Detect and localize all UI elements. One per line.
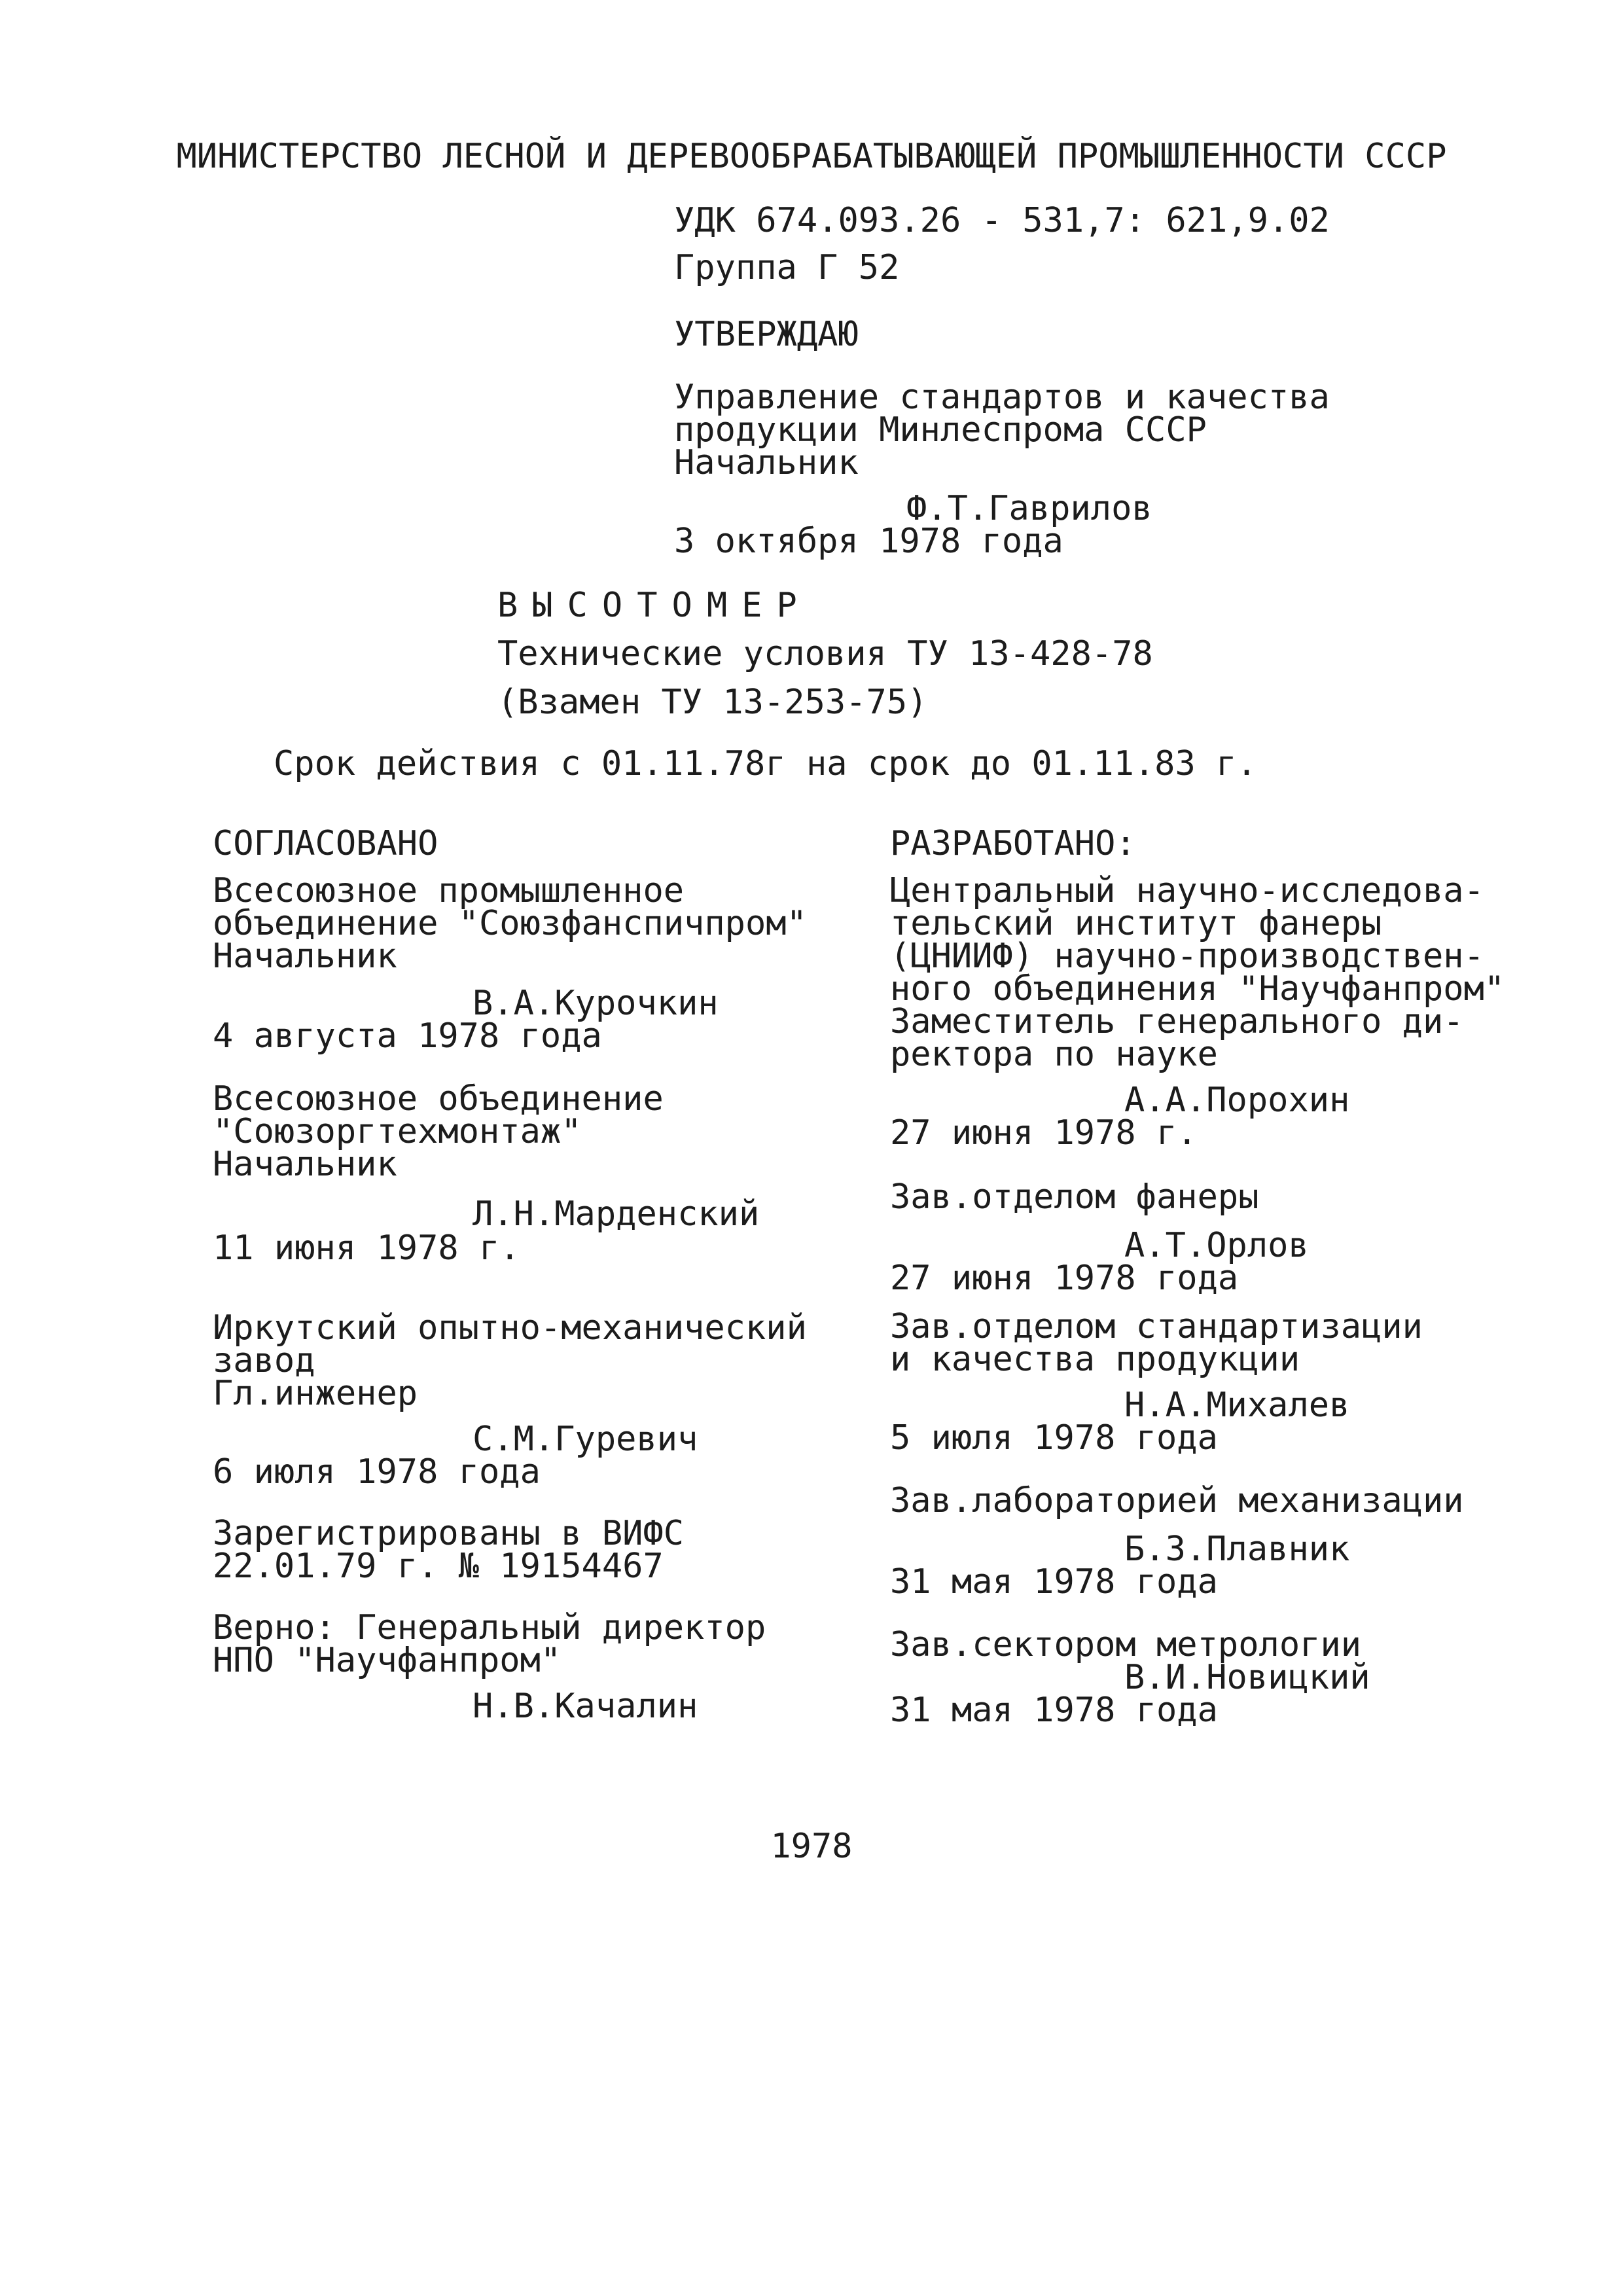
agreed-signer: Л.Н.Марденский	[473, 1194, 760, 1234]
agreed-position: Начальник	[213, 937, 397, 976]
approval-org-line: продукции Минлеспрома СССР	[674, 410, 1207, 450]
approval-org-line: Управление стандартов и качества	[674, 378, 1330, 417]
agreed-position: Начальник	[213, 1145, 397, 1184]
verified-signer: Н.В.Качалин	[473, 1687, 698, 1726]
developed-signer: Н.А.Михалев	[1124, 1386, 1350, 1425]
document-validity: Срок действия с 01.11.78г на срок до 01.11.83 г.	[274, 744, 1257, 783]
developed-position: Зав.лабораторией механизации	[890, 1481, 1464, 1520]
developed-position: Зав.отделом фанеры	[890, 1177, 1259, 1217]
udk-code: УДК 674.093.26 - 531,7: 621,9.02	[674, 201, 1330, 240]
agreed-signer: С.М.Гуревич	[473, 1420, 698, 1459]
developed-signer: В.И.Новицкий	[1124, 1658, 1370, 1697]
developed-position: и качества продукции	[890, 1340, 1300, 1379]
ministry-title: МИНИСТЕРСТВО ЛЕСНОЙ И ДЕРЕВООБРАБАТЫВАЮЩЕЙ ПРОМЫШЛЕННОСТИ СССР	[176, 137, 1447, 176]
document-replaces: (Взамен ТУ 13-253-75)	[497, 683, 928, 722]
developed-date: 31 мая 1978 года	[890, 1562, 1218, 1602]
agreed-org-line: "Союзоргтехмонтаж"	[213, 1112, 582, 1151]
agreed-heading: СОГЛАСОВАНО	[213, 824, 438, 863]
developed-position: Заместитель генерального ди-	[890, 1002, 1464, 1041]
agreed-date: 6 июля 1978 года	[213, 1452, 541, 1492]
verified-line: Верно: Генеральный директор	[213, 1608, 766, 1647]
developed-date: 31 мая 1978 года	[890, 1691, 1218, 1730]
approval-signer: Ф.Т.Гаврилов	[906, 489, 1152, 528]
agreed-date: 11 июня 1978 г.	[213, 1229, 520, 1268]
agreed-position: Гл.инженер	[213, 1374, 418, 1413]
developed-position: ректора по науке	[890, 1035, 1218, 1074]
approval-title: УТВЕРЖДАЮ	[674, 315, 859, 354]
document-title: ВЫСОТОМЕР	[497, 586, 812, 625]
developed-position: Зав.отделом стандартизации	[890, 1307, 1423, 1346]
developed-org-line: ного объединения "Научфанпром"	[890, 969, 1505, 1009]
agreed-org-line: завод	[213, 1341, 315, 1380]
approval-date: 3 октября 1978 года	[674, 522, 1063, 561]
registration-number: 22.01.79 г. № 19154467	[213, 1547, 664, 1586]
agreed-org-line: Всесоюзное объединение	[213, 1079, 664, 1119]
developed-org-line: (ЦНИИФ) научно-производствен-	[890, 937, 1484, 976]
developed-org-line: Центральный научно-исследова-	[890, 871, 1484, 910]
developed-date: 5 июля 1978 года	[890, 1418, 1218, 1458]
agreed-org-line: Всесоюзное промышленное	[213, 871, 685, 910]
approval-position: Начальник	[674, 443, 859, 482]
developed-org-line: тельский институт фанеры	[890, 904, 1382, 943]
group-code: Группа Г 52	[674, 248, 900, 287]
footer-year: 1978	[770, 1827, 853, 1866]
agreed-org-line: Иркутский опытно-механический	[213, 1308, 807, 1348]
developed-signer: А.А.Порохин	[1124, 1081, 1350, 1120]
developed-signer: Б.З.Плавник	[1124, 1530, 1350, 1569]
developed-position: Зав.сектором метрологии	[890, 1625, 1362, 1664]
developed-signer: А.Т.Орлов	[1124, 1226, 1309, 1265]
developed-heading: РАЗРАБОТАНО:	[890, 824, 1136, 863]
document-subtitle: Технические условия ТУ 13-428-78	[497, 634, 1153, 673]
registration-line: Зарегистрированы в ВИФС	[213, 1514, 685, 1553]
verified-org: НПО "Научфанпром"	[213, 1641, 562, 1680]
agreed-org-line: объединение "Союзфанспичпром"	[213, 904, 807, 943]
developed-date: 27 июня 1978 г.	[890, 1113, 1198, 1153]
agreed-signer: В.А.Курочкин	[473, 984, 719, 1023]
agreed-date: 4 августа 1978 года	[213, 1016, 602, 1056]
developed-date: 27 июня 1978 года	[890, 1259, 1239, 1298]
